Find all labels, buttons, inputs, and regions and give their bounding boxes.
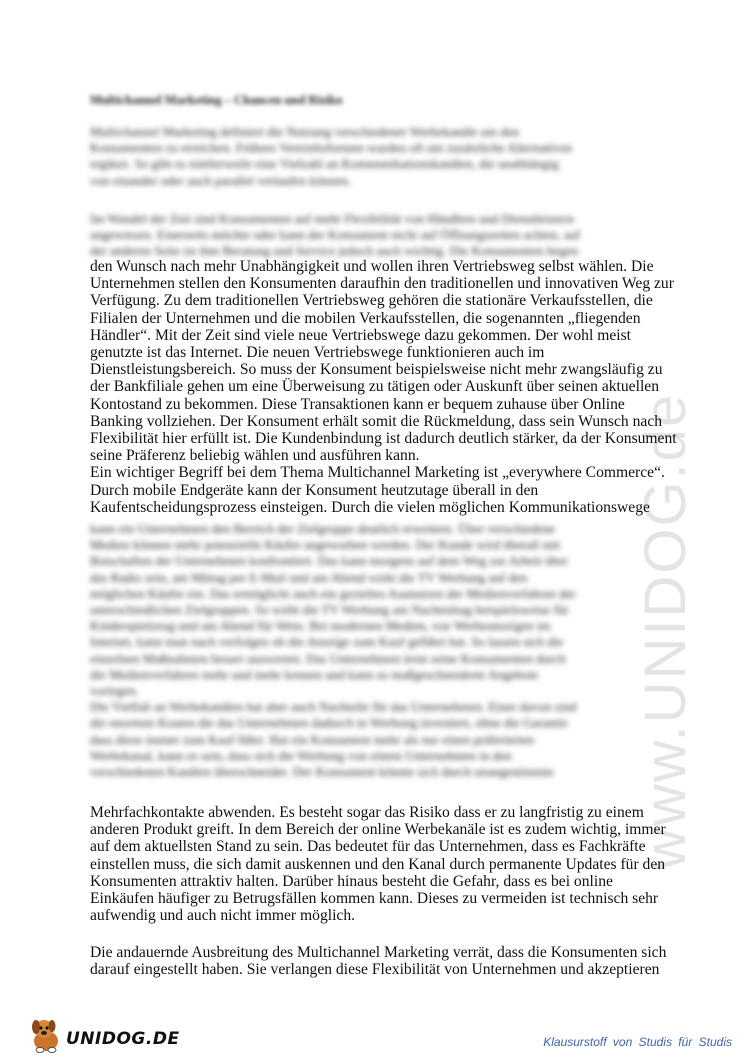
text-line: Konsumenten zu erreichen. Frühere Vertriebsformen wurden oft um zusätzliche Alternativen [90,140,573,156]
text-line: von einander oder auch parallel verlaufen können. [90,172,351,188]
text-line: Einkäufen häufiger zu Betrugsfällen kommen kann. Dieses zu vermeiden ist technisch sehr [90,890,659,908]
paragraph-3-blurred [90,521,650,780]
text-line: Konsumenten attraktiv halten. Darüber hinaus besteht die Gefahr, dass es bei online [90,872,613,890]
text-line: Kinderspielzeug und am Abend für Wein. Bei modernen Medien, wie Werbeanzeigen im [90,618,551,634]
text-line: Kaufentscheidungsprozess einsteigen. Durch die vielen möglichen Kommunikationswege [90,498,650,516]
text-line: einzelnen Maßnahmen besser auswerten. Das Unternehmen lernt seine Konsumenten durch [90,650,566,666]
text-line: Flexibilität hier erfüllt ist. Die Kundenbindung ist dadurch deutlich stärker, da der Konsument [90,430,677,448]
text-line: Die Vielfalt an Werbekanälen hat aber auch Nachteile für das Unternehmen. Einer davon sind [90,699,577,715]
text-line: kann ein Unternehmen den Bereich der Zielgruppe deutlich erweitern. Über verschiedene [90,521,556,536]
text-line: verschiedenen Kanälen überschneidet. Der Konsument könnte sich durch unangestimmte [90,764,554,780]
unidog-logo[interactable] [26,1015,186,1055]
document-title: Multichannel Marketing – Chancen und Risiko [90,93,343,107]
text-line: Händler“. Mit der Zeit sind viele neue Vertriebswege dazu gekommen. Der wohl meist [90,326,631,344]
paragraph-2-visible [90,258,677,516]
text-line: Dienstleistungsbereich. So muss der Konsument beispielsweise nicht mehr zwangsläufig zu [90,361,663,379]
text-line: Verfügung. Zu dem traditionellen Vertriebsweg gehören die stationäre Verkaufsstellen, die [90,292,653,310]
text-line: Werbekanal, kann es sein, dass sich die Werbung von einem Unternehmen in den [90,747,512,763]
text-line: aufwendig und auch nicht immer möglich. [90,907,356,925]
text-line: angewiesen. Einerseits möchte oder kann der Konsument nicht auf Öffnungszeiten achten, auf [90,227,581,243]
text-line: Kontostand zu bekommen. Diese Transaktionen kann er bequem zuhause über Online [90,395,625,413]
text-line: darauf eingestellt haben. Sie verlangen diese Flexibilität von Unternehmen und akzeptieren [90,961,660,979]
text-line: Botschaften der Unternehmen konfrontiert. Das kann morgens auf dem Weg zur Arbeit über [90,553,569,569]
text-line: ergänzt. So gibt es mittlerweile eine Vielzahl an Kommunikationskanälen, die unabhängig [90,156,559,172]
text-line: seine Präferenz beliebig wählen und ausführen kann. [90,447,420,465]
text-line: der Bankfiliale gehen um eine Überweisung zu tätigen oder Auskunft über seinen aktuellen [90,378,659,396]
text-line: Im Wandel der Zeit sind Konsumenten auf mehr Flexibilität von Händlern und Dienstleistern [90,211,574,226]
paragraph-3-visible [90,804,666,925]
text-line: unterschiedlichen Zielgruppen. So wirbt die TV Werbung am Nachmittag beispielsweise für [90,602,569,618]
text-line: möglichen Käufer ein. Das ermöglicht auch ein gezieltes Ausnutzen der Medienverfahren der [90,585,576,601]
text-line: auf dem aktuellsten Stand zu sein. Das bedeutet für das Unternehmen, dass es Fachkräfte [90,838,646,856]
text-line: die enormen Kosten die das Unternehmen dadurch in Werbung investiert, ohne die Garantie [90,715,568,731]
footer-tagline: Klausurstoff von Studis für Studis [543,1035,732,1049]
text-line: Mehrfachkontakte abwenden. Es besteht sogar das Risiko dass er zu langfristig zu einem [90,804,644,821]
text-line: anderen Produkt greift. In dem Bereich der online Werbekanäle ist es zudem wichtig, immer [90,821,666,839]
paragraph-4-visible [90,944,667,979]
text-line: vorlegen. [90,683,139,699]
watermark: www.UNIDOG.de [633,392,698,870]
text-line: Die andauernde Ausbreitung des Multichannel Marketing verrät, dass die Konsumenten sich [90,944,667,961]
text-line: Ein wichtiger Begriff bei dem Thema Multichannel Marketing ist „everywhere Commerce“. [90,464,665,482]
dog-mascot-icon [26,1015,66,1055]
text-line: Unternehmen stellen den Konsumenten daraufhin den traditionellen und innovativen Weg zur [90,275,674,293]
text-line: einstellen muss, die sich damit auskennen und den Kanal durch permanente Updates für den [90,855,666,873]
text-line: die Medienverfahren mehr und mehr kennen und kann so maßgeschneiderte Angebote [90,666,539,682]
logo-text: UNIDOG.DE [66,1029,180,1049]
text-line: Filialen der Unternehmen und die mobilen Verkaufsstellen, die sogenannten „fliegenden [90,309,641,327]
text-line: Banking vollziehen. Der Konsument erhält somit die Rückmeldung, dass sein Wunsch nach [90,412,663,430]
text-line: dass diese immer zum Kauf führt. Hat ein Konsument mehr als nur einen präferierten [90,731,535,747]
text-line: den Wunsch nach mehr Unabhängigkeit und wollen ihren Vertriebsweg selbst wählen. Die [90,258,654,275]
text-line: Internet, kann man nach verfolgen ob die Anzeige zum Kauf geführt hat. So lassen sich die [90,634,564,650]
text-line: Multichannel Marketing definiert die Nutzung verschiedener Werbekanäle um den [90,124,519,139]
paragraph-2-blurred [90,211,650,260]
intro-paragraph-blurred [90,124,650,189]
text-line: das Radio sein, am Mittag per E-Mail und am Abend wirkt die TV Werbung auf den [90,569,528,585]
text-line: Medien können mehr potenzielle Käufer angeworben werden. Der Kunde wird überall mit [90,537,560,553]
text-line: Durch mobile Endgeräte kann der Konsument heutzutage überall in den [90,481,539,499]
text-line: genutzte ist das Internet. Die neuen Vertriebswege funktionieren auch im [90,344,545,362]
text-line: der anderen Seite ist ihm Beratung und Service jedoch auch wichtig. Die Konsumenten hegen [90,243,579,259]
